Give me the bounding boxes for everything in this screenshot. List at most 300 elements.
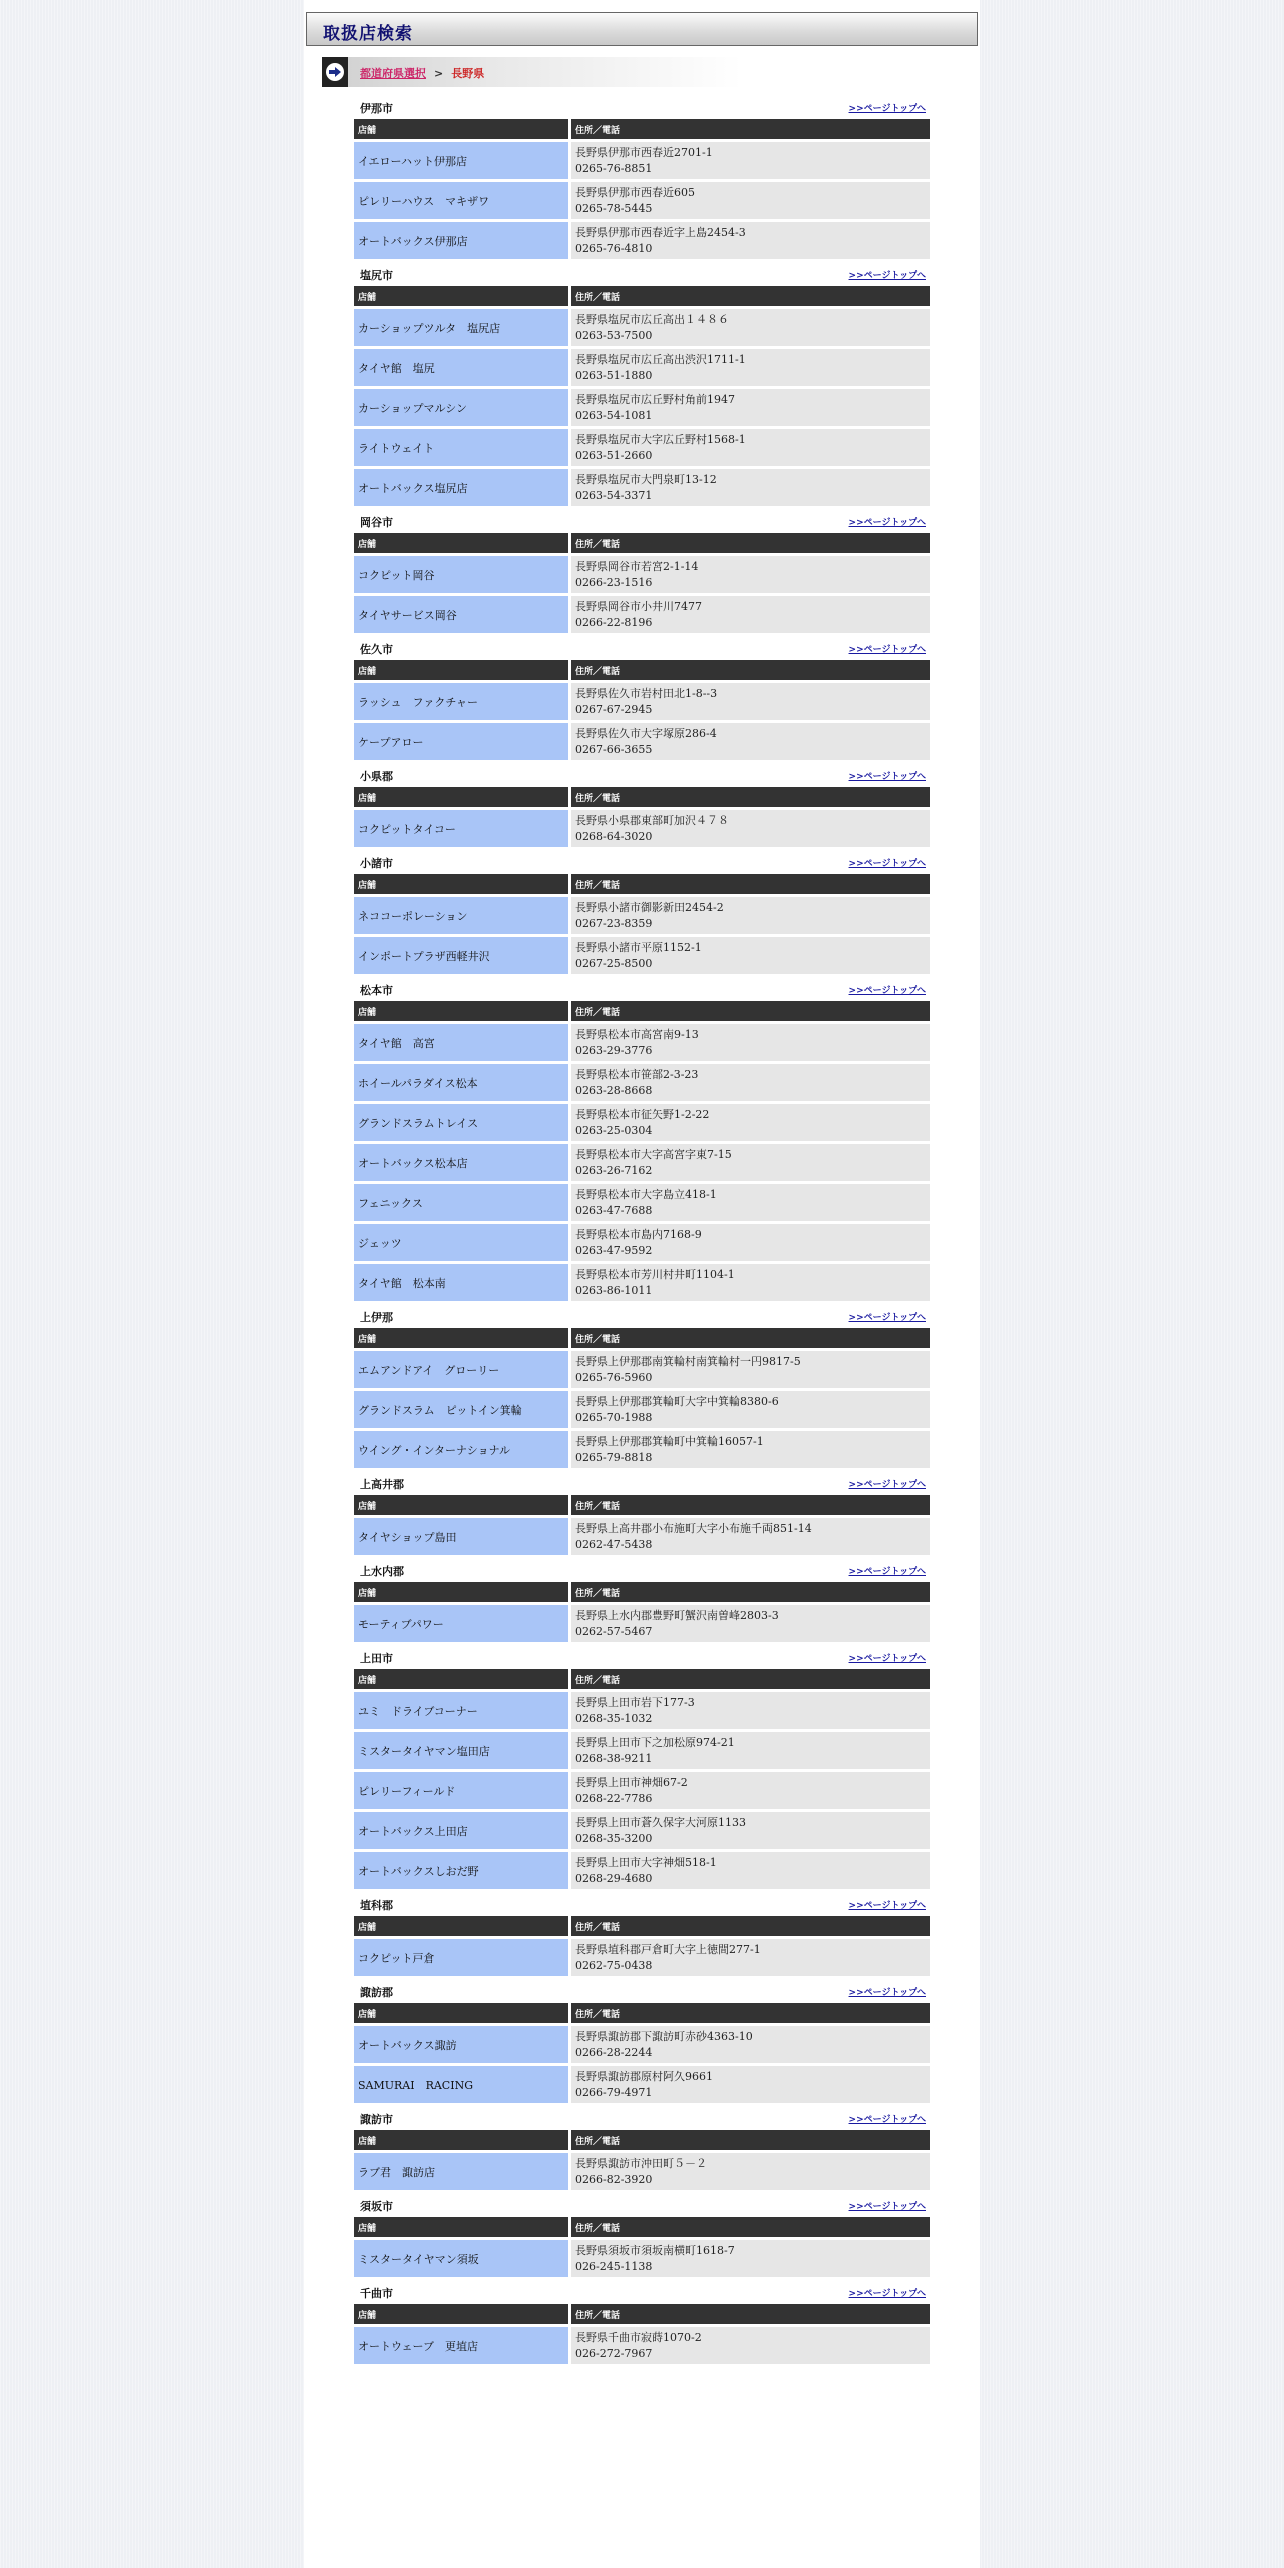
store-address-cell bbox=[571, 720, 930, 760]
store-name: ケープアロー bbox=[354, 720, 571, 760]
store-phone: 0263-47-7688 bbox=[575, 1203, 653, 1217]
city-heading: 千曲市 bbox=[360, 2287, 393, 2300]
store-name: コクピット戸倉 bbox=[354, 1936, 571, 1976]
store-address: 長野県塩尻市広丘野村角前1947 bbox=[575, 392, 735, 406]
column-header-address: 住所／電話 bbox=[571, 1495, 930, 1515]
store-name: エムアンドアイ グローリー bbox=[354, 1348, 571, 1388]
table-header-row bbox=[354, 1001, 930, 1021]
city-heading: 佐久市 bbox=[360, 643, 393, 656]
column-header-store: 店舗 bbox=[354, 2304, 571, 2324]
table-row bbox=[354, 807, 930, 847]
column-header-store: 店舗 bbox=[354, 1495, 571, 1515]
store-address-cell bbox=[571, 807, 930, 847]
column-header-address: 住所／電話 bbox=[571, 1001, 930, 1021]
store-table bbox=[354, 286, 930, 506]
breadcrumb-current: 長野県 bbox=[451, 67, 485, 80]
store-phone: 0263-29-3776 bbox=[575, 1043, 653, 1057]
column-header-store: 店舗 bbox=[354, 533, 571, 553]
store-phone: 026-272-7967 bbox=[575, 2346, 653, 2360]
table-row bbox=[354, 894, 930, 934]
store-address: 長野県松本市笹部2-3-23 bbox=[575, 1067, 699, 1081]
page-top-link[interactable]: >>ページトップへ bbox=[848, 1901, 926, 1911]
store-address: 長野県上田市蒼久保字大河原1133 bbox=[575, 1815, 746, 1829]
page-top-link[interactable]: >>ページトップへ bbox=[848, 2289, 926, 2299]
store-address-cell bbox=[571, 680, 930, 720]
column-header-address: 住所／電話 bbox=[571, 286, 930, 306]
column-header-store: 店舗 bbox=[354, 660, 571, 680]
table-row bbox=[354, 1021, 930, 1061]
table-row bbox=[354, 2324, 930, 2364]
city-heading: 岡谷市 bbox=[360, 516, 393, 529]
store-name: ユミ ドライブコーナー bbox=[354, 1689, 571, 1729]
page-top-link[interactable]: >>ページトップへ bbox=[848, 1567, 926, 1577]
store-table bbox=[354, 787, 930, 847]
table-header-row bbox=[354, 286, 930, 306]
store-name: カーショップツルタ 塩尻店 bbox=[354, 306, 571, 346]
store-name: ミスタータイヤマン塩田店 bbox=[354, 1729, 571, 1769]
column-header-address: 住所／電話 bbox=[571, 660, 930, 680]
store-address-cell bbox=[571, 553, 930, 593]
table-row bbox=[354, 1061, 930, 1101]
store-address: 長野県伊那市西春近字上島2454-3 bbox=[575, 225, 746, 239]
store-table bbox=[354, 2217, 930, 2277]
table-row bbox=[354, 2023, 930, 2063]
table-row bbox=[354, 2150, 930, 2190]
page-top-link[interactable]: >>ページトップへ bbox=[848, 2202, 926, 2212]
table-row bbox=[354, 1849, 930, 1889]
table-header-row bbox=[354, 533, 930, 553]
store-name: オートバックス塩尻店 bbox=[354, 466, 571, 506]
store-name: オートバックス伊那店 bbox=[354, 219, 571, 259]
city-section-header bbox=[354, 1647, 930, 1669]
column-header-store: 店舗 bbox=[354, 1916, 571, 1936]
store-address-cell bbox=[571, 346, 930, 386]
store-phone: 0268-35-3200 bbox=[575, 1831, 653, 1845]
store-address-cell bbox=[571, 2150, 930, 2190]
column-header-store: 店舗 bbox=[354, 874, 571, 894]
store-address: 長野県上高井郡小布施町大字小布施千両851-14 bbox=[575, 1521, 812, 1535]
store-name: タイヤサービス岡谷 bbox=[354, 593, 571, 633]
store-address: 長野県岡谷市小井川7477 bbox=[575, 599, 702, 613]
store-phone: 026-245-1138 bbox=[575, 2259, 653, 2273]
store-address-cell bbox=[571, 1428, 930, 1468]
table-row bbox=[354, 1729, 930, 1769]
city-heading: 小諸市 bbox=[360, 857, 393, 870]
store-address-cell bbox=[571, 1689, 930, 1729]
store-address: 長野県松本市島内7168-9 bbox=[575, 1227, 702, 1241]
store-phone: 0268-64-3020 bbox=[575, 829, 653, 843]
page-top-link[interactable]: >>ページトップへ bbox=[848, 1313, 926, 1323]
store-address: 長野県松本市芳川村井町1104-1 bbox=[575, 1267, 735, 1281]
table-row bbox=[354, 1769, 930, 1809]
store-phone: 0263-25-0304 bbox=[575, 1123, 653, 1137]
city-heading: 上高井郡 bbox=[360, 1478, 404, 1491]
table-header-row bbox=[354, 119, 930, 139]
city-heading: 諏訪郡 bbox=[360, 1986, 393, 1999]
store-table bbox=[354, 2304, 930, 2364]
city-heading: 諏訪市 bbox=[360, 2113, 393, 2126]
store-phone: 0262-57-5467 bbox=[575, 1624, 653, 1638]
store-address-cell bbox=[571, 1388, 930, 1428]
table-row bbox=[354, 1388, 930, 1428]
store-table bbox=[354, 1328, 930, 1468]
store-address: 長野県上水内郡豊野町蟹沢南曽峰2803-3 bbox=[575, 1608, 779, 1622]
table-row bbox=[354, 426, 930, 466]
column-header-address: 住所／電話 bbox=[571, 119, 930, 139]
city-section-header bbox=[354, 511, 930, 533]
store-address-cell bbox=[571, 1141, 930, 1181]
store-address-cell bbox=[571, 426, 930, 466]
store-name: コクピットタイコー bbox=[354, 807, 571, 847]
city-section-header bbox=[354, 264, 930, 286]
store-address: 長野県須坂市須坂南横町1618-7 bbox=[575, 2243, 735, 2257]
column-header-store: 店舗 bbox=[354, 286, 571, 306]
city-section bbox=[354, 2282, 930, 2364]
store-phone: 0267-67-2945 bbox=[575, 702, 653, 716]
city-section-header bbox=[354, 852, 930, 874]
city-section bbox=[354, 979, 930, 1301]
store-address-cell bbox=[571, 1348, 930, 1388]
store-phone: 0266-28-2244 bbox=[575, 2045, 653, 2059]
store-address: 長野県小諸市平原1152-1 bbox=[575, 940, 702, 954]
store-name: ジェッツ bbox=[354, 1221, 571, 1261]
store-table bbox=[354, 660, 930, 760]
store-name: オートウェーブ 更埴店 bbox=[354, 2324, 571, 2364]
column-header-store: 店舗 bbox=[354, 2003, 571, 2023]
store-list bbox=[354, 97, 930, 2369]
store-phone: 0265-76-4810 bbox=[575, 241, 653, 255]
table-row bbox=[354, 2237, 930, 2277]
store-address: 長野県松本市大字高宮字東7-15 bbox=[575, 1147, 732, 1161]
store-address: 長野県諏訪市沖田町５－２ bbox=[575, 2156, 707, 2170]
city-section-header bbox=[354, 765, 930, 787]
store-name: タイヤ館 塩尻 bbox=[354, 346, 571, 386]
store-address-cell bbox=[571, 1769, 930, 1809]
city-heading: 埴科郡 bbox=[360, 1899, 393, 1912]
city-heading: 松本市 bbox=[360, 984, 393, 997]
column-header-address: 住所／電話 bbox=[571, 874, 930, 894]
breadcrumb bbox=[322, 57, 742, 87]
store-address: 長野県埴科郡戸倉町大字上徳間277-1 bbox=[575, 1942, 761, 1956]
store-address-cell bbox=[571, 219, 930, 259]
store-name: ウイング・インターナショナル bbox=[354, 1428, 571, 1468]
column-header-address: 住所／電話 bbox=[571, 1916, 930, 1936]
city-section bbox=[354, 1647, 930, 1889]
column-header-address: 住所／電話 bbox=[571, 2130, 930, 2150]
store-phone: 0263-28-8668 bbox=[575, 1083, 653, 1097]
city-section-header bbox=[354, 2108, 930, 2130]
arrow-right-icon bbox=[322, 57, 348, 87]
store-name: グランドスラムトレイス bbox=[354, 1101, 571, 1141]
store-phone: 0263-54-3371 bbox=[575, 488, 653, 502]
store-phone: 0262-47-5438 bbox=[575, 1537, 653, 1551]
column-header-store: 店舗 bbox=[354, 2217, 571, 2237]
store-address: 長野県上田市岩下177-3 bbox=[575, 1695, 695, 1709]
column-header-address: 住所／電話 bbox=[571, 533, 930, 553]
table-row bbox=[354, 1936, 930, 1976]
store-table bbox=[354, 119, 930, 259]
store-address: 長野県上田市下之加松原974-21 bbox=[575, 1735, 735, 1749]
store-address-cell bbox=[571, 1181, 930, 1221]
store-address: 長野県塩尻市広丘高出１４８６ bbox=[575, 312, 729, 326]
table-row bbox=[354, 1181, 930, 1221]
column-header-address: 住所／電話 bbox=[571, 1582, 930, 1602]
table-row bbox=[354, 1428, 930, 1468]
table-row bbox=[354, 219, 930, 259]
city-section-header bbox=[354, 1306, 930, 1328]
store-name: ピレリーハウス マキザワ bbox=[354, 179, 571, 219]
store-address: 長野県伊那市西春近2701-1 bbox=[575, 145, 713, 159]
city-section bbox=[354, 97, 930, 259]
city-section bbox=[354, 1981, 930, 2103]
store-phone: 0266-22-8196 bbox=[575, 615, 653, 629]
store-name: コクピット岡谷 bbox=[354, 553, 571, 593]
store-phone: 0263-26-7162 bbox=[575, 1163, 653, 1177]
city-heading: 上水内郡 bbox=[360, 1565, 404, 1578]
column-header-address: 住所／電話 bbox=[571, 2304, 930, 2324]
column-header-address: 住所／電話 bbox=[571, 1669, 930, 1689]
store-address-cell bbox=[571, 2237, 930, 2277]
table-header-row bbox=[354, 1582, 930, 1602]
store-address: 長野県松本市征矢野1-2-22 bbox=[575, 1107, 710, 1121]
table-row bbox=[354, 1689, 930, 1729]
store-name: オートバックス諏訪 bbox=[354, 2023, 571, 2063]
table-header-row bbox=[354, 2130, 930, 2150]
column-header-address: 住所／電話 bbox=[571, 2217, 930, 2237]
store-address-cell bbox=[571, 1849, 930, 1889]
store-phone: 0265-76-8851 bbox=[575, 161, 653, 175]
store-address: 長野県松本市高宮南9-13 bbox=[575, 1027, 699, 1041]
store-address-cell bbox=[571, 894, 930, 934]
store-name: ホイールパラダイス松本 bbox=[354, 1061, 571, 1101]
store-table bbox=[354, 1669, 930, 1889]
table-header-row bbox=[354, 1328, 930, 1348]
store-address-cell bbox=[571, 1061, 930, 1101]
store-address: 長野県上田市神畑67-2 bbox=[575, 1775, 688, 1789]
page-top-link[interactable]: >>ページトップへ bbox=[848, 271, 926, 281]
store-phone: 0265-76-5960 bbox=[575, 1370, 653, 1384]
city-section bbox=[354, 2195, 930, 2277]
column-header-store: 店舗 bbox=[354, 119, 571, 139]
store-table bbox=[354, 2003, 930, 2103]
store-table bbox=[354, 533, 930, 633]
store-address-cell bbox=[571, 2324, 930, 2364]
store-address-cell bbox=[571, 2023, 930, 2063]
store-address-cell bbox=[571, 593, 930, 633]
table-header-row bbox=[354, 660, 930, 680]
column-header-store: 店舗 bbox=[354, 1582, 571, 1602]
store-name: オートバックス松本店 bbox=[354, 1141, 571, 1181]
page-top-link[interactable]: >>ページトップへ bbox=[848, 2115, 926, 2125]
city-section bbox=[354, 1473, 930, 1555]
store-address: 長野県小県郡東部町加沢４７８ bbox=[575, 813, 729, 827]
store-phone: 0263-86-1011 bbox=[575, 1283, 653, 1297]
city-section bbox=[354, 638, 930, 760]
store-address: 長野県伊那市西春近605 bbox=[575, 185, 695, 199]
table-row bbox=[354, 1261, 930, 1301]
table-row bbox=[354, 1141, 930, 1181]
page-title: 取扱店検索 bbox=[323, 24, 413, 44]
store-phone: 0267-23-8359 bbox=[575, 916, 653, 930]
city-section-header bbox=[354, 1981, 930, 2003]
store-address-cell bbox=[571, 306, 930, 346]
page-title-bar bbox=[306, 12, 978, 46]
store-address: 長野県千曲市寂蒔1070-2 bbox=[575, 2330, 702, 2344]
city-section bbox=[354, 264, 930, 506]
store-address-cell bbox=[571, 179, 930, 219]
column-header-address: 住所／電話 bbox=[571, 1328, 930, 1348]
table-row bbox=[354, 1602, 930, 1642]
store-address: 長野県塩尻市大門泉町13-12 bbox=[575, 472, 717, 486]
store-address-cell bbox=[571, 139, 930, 179]
store-address: 長野県上伊那郡箕輪町中箕輪16057-1 bbox=[575, 1434, 764, 1448]
page-top-link[interactable]: >>ページトップへ bbox=[848, 518, 926, 528]
table-header-row bbox=[354, 2003, 930, 2023]
store-phone: 0265-78-5445 bbox=[575, 201, 653, 215]
store-phone: 0263-51-2660 bbox=[575, 448, 653, 462]
city-heading: 上田市 bbox=[360, 1652, 393, 1665]
table-row bbox=[354, 680, 930, 720]
city-section bbox=[354, 852, 930, 974]
store-address-cell bbox=[571, 1221, 930, 1261]
table-header-row bbox=[354, 787, 930, 807]
city-section-header bbox=[354, 2282, 930, 2304]
page-top-link[interactable]: >>ページトップへ bbox=[848, 104, 926, 114]
column-header-store: 店舗 bbox=[354, 2130, 571, 2150]
store-phone: 0265-79-8818 bbox=[575, 1450, 653, 1464]
store-table bbox=[354, 1495, 930, 1555]
store-phone: 0263-54-1081 bbox=[575, 408, 653, 422]
table-header-row bbox=[354, 2217, 930, 2237]
store-name: オートバックス上田店 bbox=[354, 1809, 571, 1849]
store-name: オートバックスしおだ野 bbox=[354, 1849, 571, 1889]
store-address-cell bbox=[571, 1515, 930, 1555]
store-table bbox=[354, 1001, 930, 1301]
store-phone: 0266-79-4971 bbox=[575, 2085, 653, 2099]
city-heading: 塩尻市 bbox=[360, 269, 393, 282]
page-top-link[interactable]: >>ページトップへ bbox=[848, 645, 926, 655]
table-header-row bbox=[354, 1916, 930, 1936]
page-top-link[interactable]: >>ページトップへ bbox=[848, 986, 926, 996]
store-name: ライトウェイト bbox=[354, 426, 571, 466]
page-top-link[interactable]: >>ページトップへ bbox=[848, 1654, 926, 1664]
page-container bbox=[304, 0, 980, 2568]
table-row bbox=[354, 2063, 930, 2103]
store-address: 長野県諏訪郡下諏訪町赤砂4363-10 bbox=[575, 2029, 753, 2043]
store-name: タイヤ館 高宮 bbox=[354, 1021, 571, 1061]
store-phone: 0268-29-4680 bbox=[575, 1871, 653, 1885]
store-name: SAMURAI RACING bbox=[354, 2063, 571, 2103]
city-section bbox=[354, 511, 930, 633]
store-name: グランドスラム ピットイン箕輪 bbox=[354, 1388, 571, 1428]
table-header-row bbox=[354, 2304, 930, 2324]
table-row bbox=[354, 1515, 930, 1555]
store-name: タイヤ館 松本南 bbox=[354, 1261, 571, 1301]
store-name: ネココーポレーション bbox=[354, 894, 571, 934]
table-row bbox=[354, 346, 930, 386]
store-address-cell bbox=[571, 1729, 930, 1769]
store-table bbox=[354, 874, 930, 974]
table-row bbox=[354, 306, 930, 346]
store-name: ラッシュ ファクチャー bbox=[354, 680, 571, 720]
column-header-store: 店舗 bbox=[354, 1001, 571, 1021]
store-name: フェニックス bbox=[354, 1181, 571, 1221]
table-header-row bbox=[354, 1669, 930, 1689]
city-heading: 小県郡 bbox=[360, 770, 393, 783]
store-address-cell bbox=[571, 2063, 930, 2103]
store-phone: 0268-35-1032 bbox=[575, 1711, 653, 1725]
store-phone: 0266-82-3920 bbox=[575, 2172, 653, 2186]
store-name: タイヤショップ島田 bbox=[354, 1515, 571, 1555]
table-row bbox=[354, 1221, 930, 1261]
store-name: カーショップマルシン bbox=[354, 386, 571, 426]
city-heading: 須坂市 bbox=[360, 2200, 393, 2213]
store-name: ミスタータイヤマン須坂 bbox=[354, 2237, 571, 2277]
store-address-cell bbox=[571, 934, 930, 974]
store-name: ピレリーフィールド bbox=[354, 1769, 571, 1809]
store-phone: 0262-75-0438 bbox=[575, 1958, 653, 1972]
city-section-header bbox=[354, 97, 930, 119]
table-row bbox=[354, 934, 930, 974]
page-top-link[interactable]: >>ページトップへ bbox=[848, 1480, 926, 1490]
store-phone: 0268-38-9211 bbox=[575, 1751, 653, 1765]
store-address: 長野県上田市大字神畑518-1 bbox=[575, 1855, 717, 1869]
store-address: 長野県上伊那郡南箕輪村南箕輪村一円9817-5 bbox=[575, 1354, 801, 1368]
column-header-store: 店舗 bbox=[354, 787, 571, 807]
column-header-address: 住所／電話 bbox=[571, 2003, 930, 2023]
table-row bbox=[354, 139, 930, 179]
table-row bbox=[354, 720, 930, 760]
store-address-cell bbox=[571, 466, 930, 506]
table-row bbox=[354, 1348, 930, 1388]
store-phone: 0263-47-9592 bbox=[575, 1243, 653, 1257]
store-address: 長野県諏訪郡原村阿久9661 bbox=[575, 2069, 713, 2083]
store-address-cell bbox=[571, 1809, 930, 1849]
page-top-link[interactable]: >>ページトップへ bbox=[848, 1988, 926, 1998]
store-phone: 0267-66-3655 bbox=[575, 742, 653, 756]
city-section-header bbox=[354, 1894, 930, 1916]
store-address-cell bbox=[571, 386, 930, 426]
city-heading: 上伊那 bbox=[360, 1311, 393, 1324]
page-top-link[interactable]: >>ページトップへ bbox=[848, 772, 926, 782]
city-section bbox=[354, 1560, 930, 1642]
store-phone: 0263-51-1880 bbox=[575, 368, 653, 382]
store-address-cell bbox=[571, 1936, 930, 1976]
table-header-row bbox=[354, 1495, 930, 1515]
store-address-cell bbox=[571, 1261, 930, 1301]
city-section-header bbox=[354, 1473, 930, 1495]
city-section-header bbox=[354, 979, 930, 1001]
store-address-cell bbox=[571, 1101, 930, 1141]
store-phone: 0263-53-7500 bbox=[575, 328, 653, 342]
page-top-link[interactable]: >>ページトップへ bbox=[848, 859, 926, 869]
store-address: 長野県佐久市岩村田北1-8--3 bbox=[575, 686, 718, 700]
store-address: 長野県岡谷市若宮2-1-14 bbox=[575, 559, 699, 573]
store-name: イエローハット伊那店 bbox=[354, 139, 571, 179]
store-name: モーティブパワー bbox=[354, 1602, 571, 1642]
store-address: 長野県松本市大字島立418-1 bbox=[575, 1187, 717, 1201]
store-address-cell bbox=[571, 1602, 930, 1642]
store-address-cell bbox=[571, 1021, 930, 1061]
store-address: 長野県塩尻市広丘高出渋沢1711-1 bbox=[575, 352, 746, 366]
breadcrumb-link-prefecture-select[interactable]: 都道府県選択 bbox=[360, 67, 426, 80]
city-heading: 伊那市 bbox=[360, 102, 393, 115]
store-phone: 0267-25-8500 bbox=[575, 956, 653, 970]
breadcrumb-separator: > bbox=[434, 67, 444, 80]
store-phone: 0265-70-1988 bbox=[575, 1410, 653, 1424]
table-row bbox=[354, 1101, 930, 1141]
city-section bbox=[354, 765, 930, 847]
